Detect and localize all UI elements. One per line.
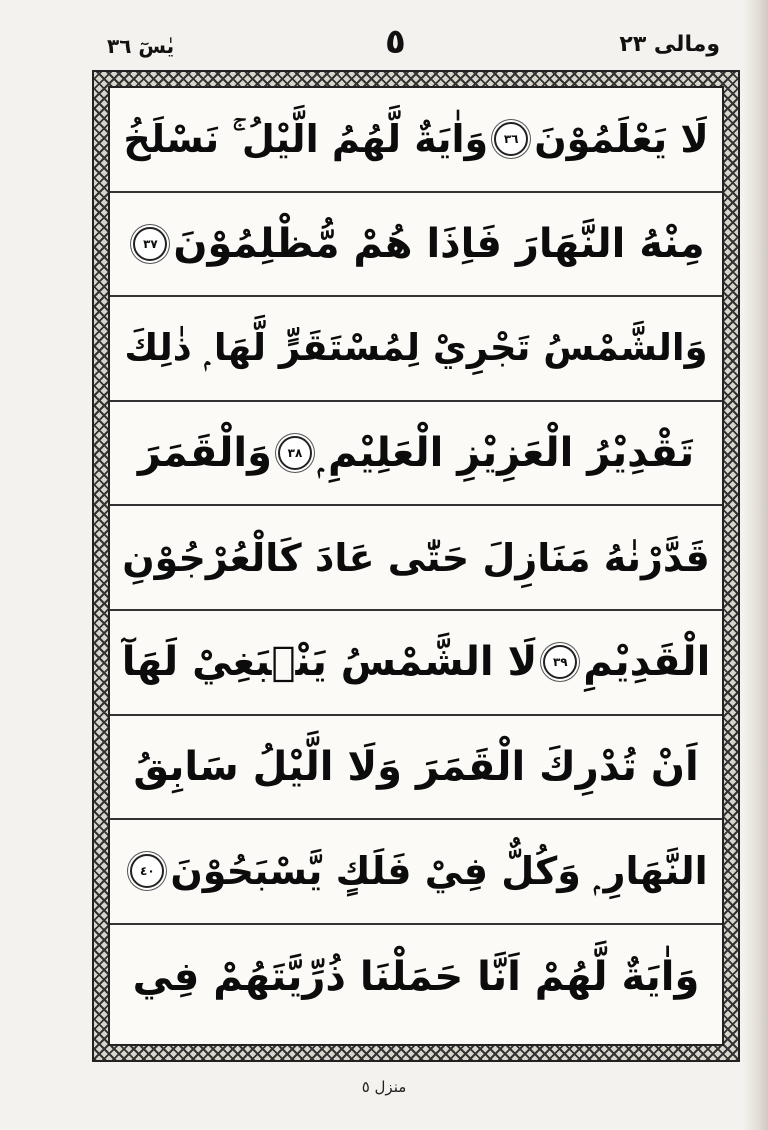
ayah-number-marker: ٣٩	[543, 645, 577, 679]
verse-line	[110, 402, 722, 507]
manzil-label: منزل ٥	[361, 1078, 407, 1096]
para-name: ومالى ٢٣	[619, 32, 720, 57]
ayah-number-marker: ٣٦	[494, 122, 528, 156]
page-edge	[744, 0, 768, 1130]
verse-line	[110, 193, 722, 298]
verse-line	[110, 506, 722, 611]
page-number: ٥	[385, 22, 406, 62]
verse-line	[110, 297, 722, 402]
verse-text: تَقْدِيْرُ الْعَزِيْزِ الْعَلِيْمِ ۭ	[318, 430, 695, 477]
verse-text: وَاٰيَةٌ لَّهُمُ الَّيْلُ ۚ نَسْلَخُ	[123, 116, 489, 161]
page-header	[95, 22, 720, 66]
ornamental-border	[92, 70, 740, 1062]
verse-line	[110, 611, 722, 716]
verse-text: لَا الشَّمْسُ يَنْۢبَغِيْ لَهَآ	[121, 639, 538, 686]
verse-line	[110, 925, 722, 1030]
surah-name: يٰسٓ ٣٦	[107, 34, 175, 58]
verse-text: الْقَدِيْمِ	[583, 639, 711, 686]
verse-text: وَالْقَمَرَ	[137, 430, 272, 477]
ayah-number-marker: ٤٠	[130, 854, 164, 888]
text-panel	[108, 86, 724, 1046]
verse-text: لَا يَعْلَمُوْنَ	[534, 117, 709, 162]
verse-text: اَنْ تُدْرِكَ الْقَمَرَ وَلَا الَّيْلُ سَابِقُ	[133, 743, 699, 790]
verse-text: وَالشَّمْسُ تَجْرِيْ لِمُسْتَقَرٍّ لَّهَا ۭ ذٰلِكَ	[124, 326, 708, 370]
verse-text: النَّهَارِ ۭ وَكُلٌّ فِيْ فَلَكٍ يَّسْبَحُوْنَ	[170, 848, 708, 893]
verse-text: قَدَّرْنٰهُ مَنَازِلَ حَتّٰى عَادَ كَالْعُرْجُوْنِ	[122, 535, 710, 580]
verse-line	[110, 820, 722, 925]
ayah-number-marker: ٣٧	[133, 227, 167, 261]
ayah-number-marker: ٣٨	[278, 436, 312, 470]
verse-line	[110, 716, 722, 821]
verse-text: مِنْهُ النَّهَارَ فَاِذَا هُمْ مُّظْلِمُوْنَ	[173, 220, 705, 267]
verse-text: وَاٰيَةٌ لَّهُمْ اَنَّا حَمَلْنَا ذُرِّيَّتَهُمْ فِي	[132, 954, 700, 1001]
verse-line	[110, 88, 722, 193]
